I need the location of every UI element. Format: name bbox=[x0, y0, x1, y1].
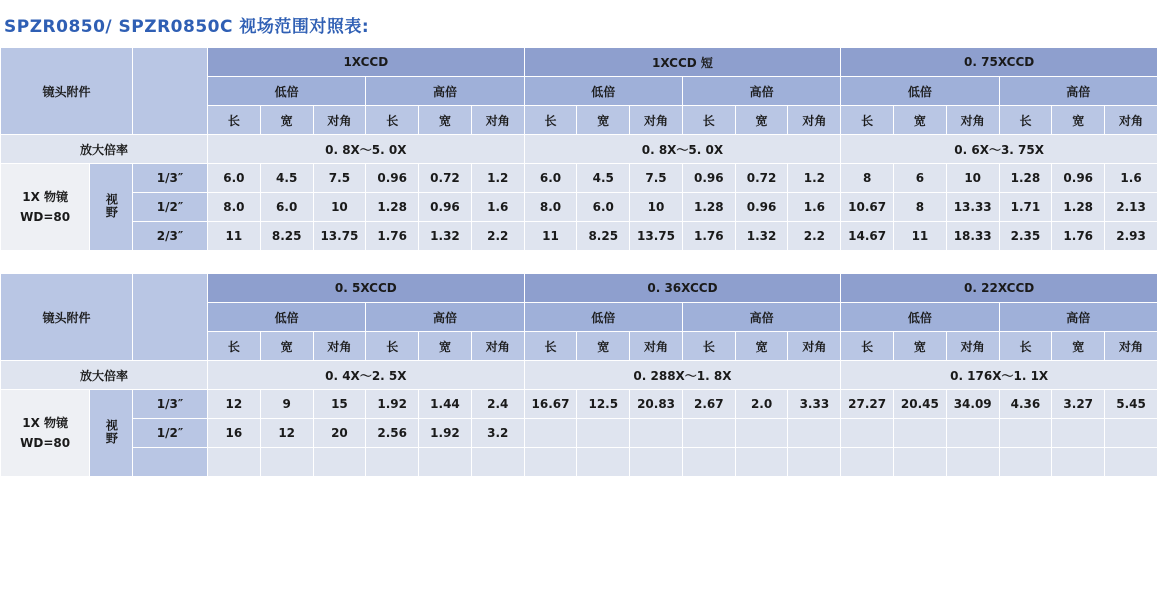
dim-header: 长 bbox=[524, 332, 577, 361]
data-cell: 1.28 bbox=[366, 193, 419, 222]
magnification-value-3: 0. 176X～1. 1X bbox=[841, 361, 1158, 390]
data-cell: 27.27 bbox=[841, 390, 894, 419]
table-row bbox=[1, 274, 1158, 303]
data-cell: 6.0 bbox=[524, 164, 577, 193]
data-cell bbox=[894, 448, 947, 477]
magnification-label: 放大倍率 bbox=[1, 361, 208, 390]
sensor-label bbox=[132, 448, 207, 477]
data-cell: 34.09 bbox=[946, 390, 999, 419]
data-cell bbox=[682, 448, 735, 477]
sub-header-low-1: 低倍 bbox=[208, 77, 366, 106]
data-cell: 14.67 bbox=[841, 222, 894, 251]
dim-header: 宽 bbox=[1052, 332, 1105, 361]
data-cell: 1.28 bbox=[1052, 193, 1105, 222]
objective-label bbox=[1, 164, 90, 251]
dim-header: 宽 bbox=[260, 332, 313, 361]
sub-header-high-2: 高倍 bbox=[682, 77, 840, 106]
data-cell bbox=[841, 448, 894, 477]
sensor-label: 1/3″ bbox=[132, 390, 207, 419]
dim-header: 长 bbox=[208, 106, 261, 135]
sensor-label: 2/3″ bbox=[132, 222, 207, 251]
data-cell: 11 bbox=[524, 222, 577, 251]
data-cell: 16 bbox=[208, 419, 261, 448]
group-header-3: 0. 75XCCD bbox=[841, 48, 1158, 77]
data-cell: 8.25 bbox=[260, 222, 313, 251]
data-cell: 8.25 bbox=[577, 222, 630, 251]
dim-header: 长 bbox=[999, 106, 1052, 135]
dim-header: 对角 bbox=[471, 106, 524, 135]
dim-header: 长 bbox=[682, 106, 735, 135]
data-cell: 1.44 bbox=[419, 390, 472, 419]
field-of-view-label bbox=[90, 164, 133, 251]
magnification-value-2: 0. 8X～5. 0X bbox=[524, 135, 841, 164]
sensor-label: 1/3″ bbox=[132, 164, 207, 193]
data-cell: 9 bbox=[260, 390, 313, 419]
data-cell bbox=[630, 448, 683, 477]
data-cell bbox=[1052, 419, 1105, 448]
data-cell: 0.72 bbox=[735, 164, 788, 193]
data-cell: 6.0 bbox=[260, 193, 313, 222]
table-row bbox=[1, 135, 1158, 164]
data-cell bbox=[471, 448, 524, 477]
dim-header: 对角 bbox=[788, 106, 841, 135]
sub-header-high-1: 高倍 bbox=[366, 77, 524, 106]
dim-header: 宽 bbox=[419, 106, 472, 135]
data-cell: 3.2 bbox=[471, 419, 524, 448]
magnification-value-1: 0. 8X～5. 0X bbox=[208, 135, 525, 164]
data-cell: 1.28 bbox=[999, 164, 1052, 193]
dim-header: 长 bbox=[841, 332, 894, 361]
table-row bbox=[1, 48, 1158, 77]
data-cell: 13.75 bbox=[630, 222, 683, 251]
data-cell: 16.67 bbox=[524, 390, 577, 419]
dim-header: 宽 bbox=[419, 332, 472, 361]
data-cell bbox=[788, 419, 841, 448]
data-cell bbox=[208, 448, 261, 477]
corner-label: 镜头附件 bbox=[1, 274, 133, 361]
field-of-view-text: 视野 bbox=[104, 418, 119, 445]
data-cell: 4.36 bbox=[999, 390, 1052, 419]
group-header-1: 1XCCD bbox=[208, 48, 525, 77]
dim-header: 长 bbox=[999, 332, 1052, 361]
dim-header: 对角 bbox=[471, 332, 524, 361]
data-cell: 1.92 bbox=[366, 390, 419, 419]
data-cell: 20.83 bbox=[630, 390, 683, 419]
data-cell bbox=[260, 448, 313, 477]
data-cell: 2.2 bbox=[471, 222, 524, 251]
dim-header: 长 bbox=[366, 106, 419, 135]
data-cell bbox=[1052, 448, 1105, 477]
group-header-3: 0. 22XCCD bbox=[841, 274, 1158, 303]
data-cell: 0.72 bbox=[419, 164, 472, 193]
data-cell: 12 bbox=[208, 390, 261, 419]
data-cell: 0.96 bbox=[735, 193, 788, 222]
data-cell bbox=[946, 419, 999, 448]
data-cell: 0.96 bbox=[419, 193, 472, 222]
data-cell: 0.96 bbox=[366, 164, 419, 193]
data-cell: 0.96 bbox=[1052, 164, 1105, 193]
data-cell: 1.32 bbox=[419, 222, 472, 251]
dim-header: 宽 bbox=[577, 332, 630, 361]
data-cell bbox=[366, 448, 419, 477]
data-cell: 2.35 bbox=[999, 222, 1052, 251]
data-cell: 3.27 bbox=[1052, 390, 1105, 419]
sub-header-low-1: 低倍 bbox=[208, 303, 366, 332]
table-row bbox=[1, 193, 1158, 222]
data-cell: 5.45 bbox=[1105, 390, 1158, 419]
objective-line-1: 1X 物镜 bbox=[22, 415, 69, 430]
data-cell: 1.92 bbox=[419, 419, 472, 448]
data-cell: 11 bbox=[208, 222, 261, 251]
data-cell bbox=[419, 448, 472, 477]
dim-header: 对角 bbox=[1105, 106, 1158, 135]
dim-header: 对角 bbox=[1105, 332, 1158, 361]
data-cell: 20 bbox=[313, 419, 366, 448]
data-cell: 8.0 bbox=[524, 193, 577, 222]
data-cell: 18.33 bbox=[946, 222, 999, 251]
dim-header: 长 bbox=[524, 106, 577, 135]
dim-header: 宽 bbox=[894, 106, 947, 135]
data-cell: 2.13 bbox=[1105, 193, 1158, 222]
header-blank bbox=[132, 48, 207, 135]
data-cell bbox=[1105, 419, 1158, 448]
data-cell: 10 bbox=[630, 193, 683, 222]
page-title: SPZR0850/ SPZR0850C 视场范围对照表: bbox=[4, 17, 370, 37]
data-cell: 1.6 bbox=[788, 193, 841, 222]
dim-header: 对角 bbox=[313, 332, 366, 361]
data-cell: 12 bbox=[260, 419, 313, 448]
data-cell: 1.28 bbox=[682, 193, 735, 222]
objective-line-2: WD=80 bbox=[20, 436, 71, 450]
dim-header: 长 bbox=[208, 332, 261, 361]
dim-header: 宽 bbox=[260, 106, 313, 135]
sub-header-high-3: 高倍 bbox=[999, 303, 1157, 332]
data-cell bbox=[735, 448, 788, 477]
data-cell: 1.6 bbox=[471, 193, 524, 222]
data-cell: 1.2 bbox=[471, 164, 524, 193]
data-cell: 7.5 bbox=[630, 164, 683, 193]
dim-header: 长 bbox=[841, 106, 894, 135]
dim-header: 宽 bbox=[735, 332, 788, 361]
dim-header: 长 bbox=[682, 332, 735, 361]
sub-header-high-3: 高倍 bbox=[999, 77, 1157, 106]
data-cell bbox=[999, 419, 1052, 448]
data-cell: 7.5 bbox=[313, 164, 366, 193]
corner-label: 镜头附件 bbox=[1, 48, 133, 135]
field-of-view-text: 视野 bbox=[104, 192, 119, 219]
fov-table-1 bbox=[0, 47, 1158, 251]
data-cell: 13.75 bbox=[313, 222, 366, 251]
data-cell: 2.0 bbox=[735, 390, 788, 419]
sub-header-low-2: 低倍 bbox=[524, 303, 682, 332]
group-header-1: 0. 5XCCD bbox=[208, 274, 525, 303]
data-cell: 6.0 bbox=[208, 164, 261, 193]
sensor-label: 1/2″ bbox=[132, 193, 207, 222]
dim-header: 长 bbox=[366, 332, 419, 361]
dim-header: 对角 bbox=[946, 106, 999, 135]
dim-header: 宽 bbox=[577, 106, 630, 135]
field-of-view-label bbox=[90, 390, 133, 477]
data-cell: 2.93 bbox=[1105, 222, 1158, 251]
data-cell: 15 bbox=[313, 390, 366, 419]
data-cell: 11 bbox=[894, 222, 947, 251]
data-cell: 3.33 bbox=[788, 390, 841, 419]
data-cell: 4.5 bbox=[577, 164, 630, 193]
table-row bbox=[1, 222, 1158, 251]
sub-header-low-3: 低倍 bbox=[841, 77, 999, 106]
data-cell: 1.32 bbox=[735, 222, 788, 251]
data-cell: 8 bbox=[841, 164, 894, 193]
fov-table-2 bbox=[0, 273, 1158, 477]
dim-header: 对角 bbox=[630, 106, 683, 135]
magnification-value-2: 0. 288X～1. 8X bbox=[524, 361, 841, 390]
data-cell bbox=[999, 448, 1052, 477]
data-cell: 10 bbox=[313, 193, 366, 222]
table-row bbox=[1, 390, 1158, 419]
objective-line-2: WD=80 bbox=[20, 210, 71, 224]
data-cell: 8.0 bbox=[208, 193, 261, 222]
dim-header: 对角 bbox=[788, 332, 841, 361]
group-header-2: 0. 36XCCD bbox=[524, 274, 841, 303]
sub-header-high-1: 高倍 bbox=[366, 303, 524, 332]
data-cell: 6.0 bbox=[577, 193, 630, 222]
sub-header-low-3: 低倍 bbox=[841, 303, 999, 332]
data-cell bbox=[946, 448, 999, 477]
data-cell: 6 bbox=[894, 164, 947, 193]
dim-header: 宽 bbox=[1052, 106, 1105, 135]
data-cell: 1.76 bbox=[366, 222, 419, 251]
magnification-value-3: 0. 6X～3. 75X bbox=[841, 135, 1158, 164]
data-cell bbox=[841, 419, 894, 448]
data-cell: 13.33 bbox=[946, 193, 999, 222]
dim-header: 宽 bbox=[735, 106, 788, 135]
data-cell: 4.5 bbox=[260, 164, 313, 193]
data-cell bbox=[577, 419, 630, 448]
sensor-label: 1/2″ bbox=[132, 419, 207, 448]
magnification-label: 放大倍率 bbox=[1, 135, 208, 164]
dim-header: 对角 bbox=[946, 332, 999, 361]
data-cell: 2.2 bbox=[788, 222, 841, 251]
data-cell bbox=[524, 448, 577, 477]
data-cell: 10 bbox=[946, 164, 999, 193]
data-cell: 1.71 bbox=[999, 193, 1052, 222]
sub-header-low-2: 低倍 bbox=[524, 77, 682, 106]
table-row bbox=[1, 164, 1158, 193]
sub-header-high-2: 高倍 bbox=[682, 303, 840, 332]
data-cell: 1.76 bbox=[682, 222, 735, 251]
data-cell bbox=[524, 419, 577, 448]
dim-header: 对角 bbox=[313, 106, 366, 135]
group-header-2: 1XCCD 短 bbox=[524, 48, 841, 77]
data-cell bbox=[894, 419, 947, 448]
dim-header: 宽 bbox=[894, 332, 947, 361]
objective-line-1: 1X 物镜 bbox=[22, 189, 69, 204]
data-cell: 20.45 bbox=[894, 390, 947, 419]
data-cell: 10.67 bbox=[841, 193, 894, 222]
data-cell: 1.6 bbox=[1105, 164, 1158, 193]
table-row bbox=[1, 419, 1158, 448]
data-cell: 8 bbox=[894, 193, 947, 222]
table-row bbox=[1, 361, 1158, 390]
objective-label bbox=[1, 390, 90, 477]
data-cell: 1.2 bbox=[788, 164, 841, 193]
dim-header: 对角 bbox=[630, 332, 683, 361]
data-cell bbox=[735, 419, 788, 448]
table-row bbox=[1, 448, 1158, 477]
data-cell bbox=[788, 448, 841, 477]
data-cell: 2.56 bbox=[366, 419, 419, 448]
header-blank bbox=[132, 274, 207, 361]
data-cell: 2.4 bbox=[471, 390, 524, 419]
data-cell: 0.96 bbox=[682, 164, 735, 193]
data-cell bbox=[313, 448, 366, 477]
data-cell: 2.67 bbox=[682, 390, 735, 419]
table-gap bbox=[0, 251, 1158, 273]
magnification-value-1: 0. 4X～2. 5X bbox=[208, 361, 525, 390]
data-cell bbox=[630, 419, 683, 448]
data-cell bbox=[1105, 448, 1158, 477]
data-cell bbox=[682, 419, 735, 448]
data-cell: 12.5 bbox=[577, 390, 630, 419]
data-cell: 1.76 bbox=[1052, 222, 1105, 251]
data-cell bbox=[577, 448, 630, 477]
